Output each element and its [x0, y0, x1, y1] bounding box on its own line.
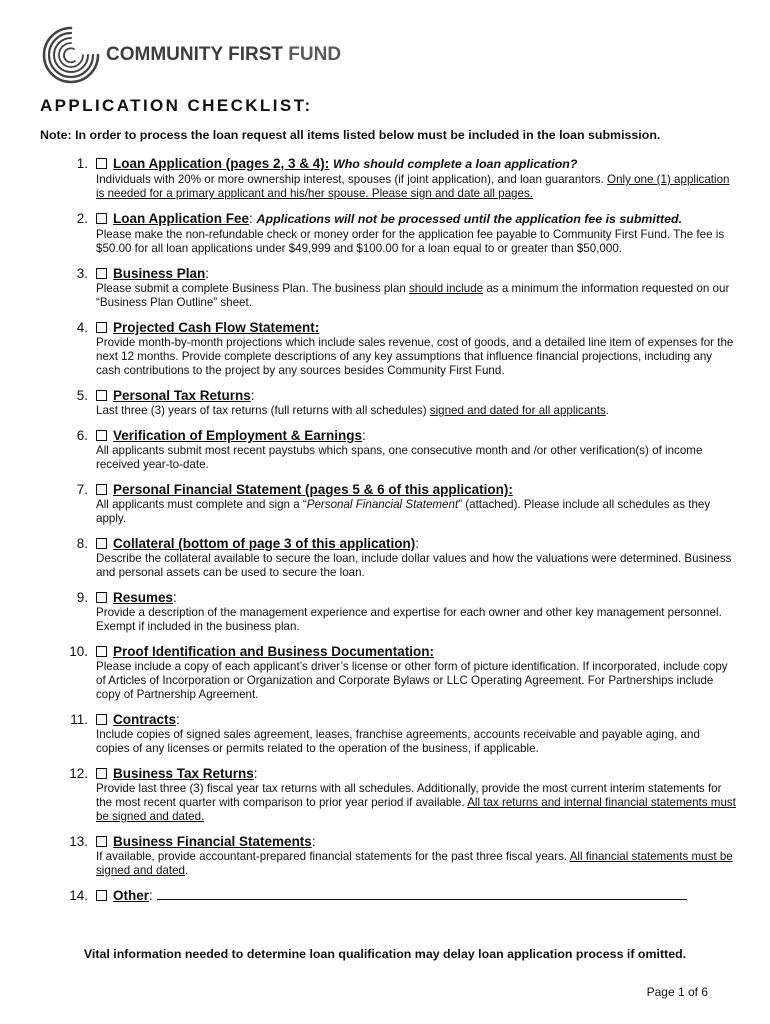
checklist-item [0, 387, 770, 418]
item-description-underlined: signed and dated for all applicants [429, 404, 606, 417]
item-label: Resumes [113, 590, 174, 605]
item-heading [96, 589, 770, 606]
item-number: 4. [76, 320, 88, 335]
item-number: 7. [76, 482, 88, 497]
item-heading [96, 210, 770, 228]
item-heading [96, 833, 770, 850]
item-description-text: Last three (3) years of tax returns (full returns with all schedules) [96, 404, 430, 417]
item-label: Business Financial Statements [113, 834, 312, 849]
item-label-suffix: : [250, 388, 255, 403]
item-description [96, 498, 736, 526]
item-label: Loan Application (pages 2, 3 & 4): [113, 156, 330, 171]
checklist-item [0, 535, 770, 580]
item-label-suffix: : [311, 834, 316, 849]
checkbox[interactable] [96, 213, 107, 224]
checklist-item [0, 265, 770, 310]
item-label-suffix: : [415, 536, 420, 551]
item-description-tail: as a minimum the information requested on our “Business Plan Outline” sheet. [96, 282, 730, 309]
item-description [96, 336, 736, 378]
checklist-item [0, 711, 770, 756]
checkbox[interactable] [96, 592, 107, 603]
item-label: Proof Identification and Business Documentation: [113, 644, 435, 659]
item-description [96, 404, 736, 418]
checklist-item [0, 589, 770, 634]
item-label-suffix: : [205, 266, 210, 281]
item-heading [96, 387, 770, 404]
item-label-suffix: : [173, 590, 177, 605]
item-heading [96, 765, 770, 782]
item-description [96, 173, 736, 201]
item-label: Contracts [113, 712, 177, 727]
checkbox[interactable] [96, 158, 107, 169]
item-description [96, 282, 736, 310]
item-description [96, 728, 736, 756]
brand-name [106, 44, 341, 66]
submission-note: Note: In order to process the loan request all items listed below must be included in the loan submission. [40, 128, 661, 142]
community-first-fund-logo-icon [40, 24, 102, 86]
item-number: 11. [70, 712, 88, 727]
item-description-text: Please submit a complete Business Plan. The business plan [96, 282, 409, 295]
item-number: 14. [69, 888, 88, 903]
checkbox[interactable] [96, 714, 107, 725]
item-heading [96, 887, 770, 904]
item-description-text: Describe the collateral available to secure the loan, include dollar values and how the valuations were determined. Business and personal assets can be used to secure the loan. [96, 552, 732, 579]
item-number: 2. [76, 211, 88, 226]
item-heading [96, 319, 770, 336]
checklist-item [0, 427, 770, 472]
item-heading [96, 427, 770, 444]
item-label: Personal Financial Statement (pages 5 & 6 of this application): [113, 482, 513, 497]
item-number: 9. [76, 590, 88, 605]
item-number: 5. [76, 388, 88, 403]
item-description-underlined: All tax returns and internal financial statements must be signed and dated. [96, 796, 736, 823]
item-number: 3. [76, 266, 88, 281]
item-description-text: Provide last three (3) fiscal year tax returns with all schedules. Additionally, provide the most current interim statements for the most recent quarter with comparison to prior year period if available. [96, 782, 722, 809]
footer-note: Vital information needed to determine loan qualification may delay loan application process if omitted. [83, 947, 687, 961]
item-note: Who should complete a loan application? [333, 157, 578, 171]
brand-name-bold: COMMUNITY FIRST [106, 44, 283, 65]
checkbox[interactable] [96, 390, 107, 401]
checkbox[interactable] [96, 430, 107, 441]
item-label: Projected Cash Flow Statement: [113, 320, 320, 335]
item-label-suffix: : [176, 712, 180, 727]
item-description-underlined: Only one (1) application is needed for a primary applicant and his/her spouse. Please sign and date all pages. [96, 173, 730, 200]
checkbox[interactable] [96, 484, 107, 495]
item-description-text: All applicants must complete and sign a “ [96, 498, 307, 511]
item-description-underlined: should include [409, 282, 484, 295]
checkbox[interactable] [96, 890, 107, 901]
checkbox[interactable] [96, 646, 107, 657]
item-description-text: All applicants submit most recent paystubs which spans, one consecutive month and /or other verification(s) of income received year-to-date. [96, 444, 703, 471]
item-heading [96, 711, 770, 728]
item-label: Verification of Employment & Earnings [113, 428, 363, 443]
item-heading [96, 643, 770, 660]
item-description-text: Include copies of signed sales agreement, leases, franchise agreements, accounts receivable and payable aging, and copies of any licenses or permits related to the operation of the business, if applicable. [96, 728, 700, 755]
item-description-underlined: All financial statements must be signed and dated [96, 850, 733, 877]
item-description-text: Please include a copy of each applicant’s driver’s license or other form of picture identification. If incorporated, include copy of Articles of Incorporation or Organization and Corporate Bylaws or LLC Operating Agreement. For Partnerships include copy of Partnership Agreement. [96, 660, 728, 701]
item-number: 10. [69, 644, 88, 659]
item-label: Business Plan [113, 266, 206, 281]
checklist [0, 155, 770, 913]
checkbox[interactable] [96, 268, 107, 279]
item-heading [96, 265, 770, 282]
item-number: 12. [69, 766, 88, 781]
item-description [96, 606, 736, 634]
item-label: Collateral (bottom of page 3 of this application) [113, 536, 416, 551]
item-label: Loan Application Fee [113, 211, 250, 226]
brand-name-rest: FUND [288, 44, 342, 65]
item-heading [96, 481, 770, 498]
page-number: Page 1 of 6 [646, 985, 708, 999]
item-label: Personal Tax Returns [113, 388, 251, 403]
item-description [96, 660, 736, 702]
item-number: 6. [76, 428, 88, 443]
checklist-item [0, 155, 770, 201]
item-description-text: If available, provide accountant-prepared financial statements for the past three fiscal years. [96, 850, 570, 863]
item-label: Other [113, 888, 150, 903]
item-description [96, 228, 736, 256]
other-write-in-line[interactable] [157, 887, 687, 900]
item-description-text: Individuals with 20% or more ownership interest, spouses (if joint application), and loan guarantors. [96, 173, 608, 186]
item-label-suffix: : [253, 766, 258, 781]
page-title: APPLICATION CHECKLIST: [40, 96, 313, 115]
item-label-suffix: : [249, 211, 253, 226]
item-label: Business Tax Returns [113, 766, 254, 781]
checkbox[interactable] [96, 322, 107, 333]
item-number: 13. [69, 834, 88, 849]
item-description-text: Provide month-by-month projections which include sales revenue, cost of goods, and a detailed line item of expenses for the next 12 months. Provide complete descriptions of any key assumptions that influence financial projections, including any cash contributions to the project by any sources besides Community First Fund. [96, 336, 734, 377]
checklist-item [0, 643, 770, 702]
item-description [96, 552, 736, 580]
checkbox[interactable] [96, 836, 107, 847]
checklist-item [0, 833, 770, 878]
item-note: Applications will not be processed until the application fee is submitted. [256, 212, 683, 226]
item-description [96, 444, 736, 472]
item-heading [96, 535, 770, 552]
checklist-item [0, 887, 770, 904]
item-label-suffix: : [362, 428, 366, 443]
checklist-item [0, 319, 770, 378]
item-description-text: Please make the non-refundable check or money order for the application fee payable to Community First Fund. The fee is $50.00 for all loan applications under $49,999 and $100.00 for a loan equal to or greater than $50,000. [96, 228, 725, 255]
checkbox[interactable] [96, 538, 107, 549]
item-description [96, 782, 736, 824]
item-description [96, 850, 736, 878]
checklist-item [0, 210, 770, 256]
item-description-italic: Personal Financial Statement [306, 498, 459, 511]
checklist-item [0, 765, 770, 824]
item-number: 1. [76, 156, 88, 171]
item-label-suffix: : [149, 888, 153, 903]
item-description-tail: . [184, 864, 189, 877]
item-heading [96, 155, 770, 173]
item-description-tail: . [605, 404, 609, 417]
item-description-tail: ” (attached). Please include all schedules as they apply. [96, 498, 711, 525]
item-number: 8. [76, 536, 88, 551]
checklist-item [0, 481, 770, 526]
checkbox[interactable] [96, 768, 107, 779]
item-description-text: Provide a description of the management experience and expertise for each owner and other key management personnel. Exempt if included in the business plan. [96, 606, 722, 633]
